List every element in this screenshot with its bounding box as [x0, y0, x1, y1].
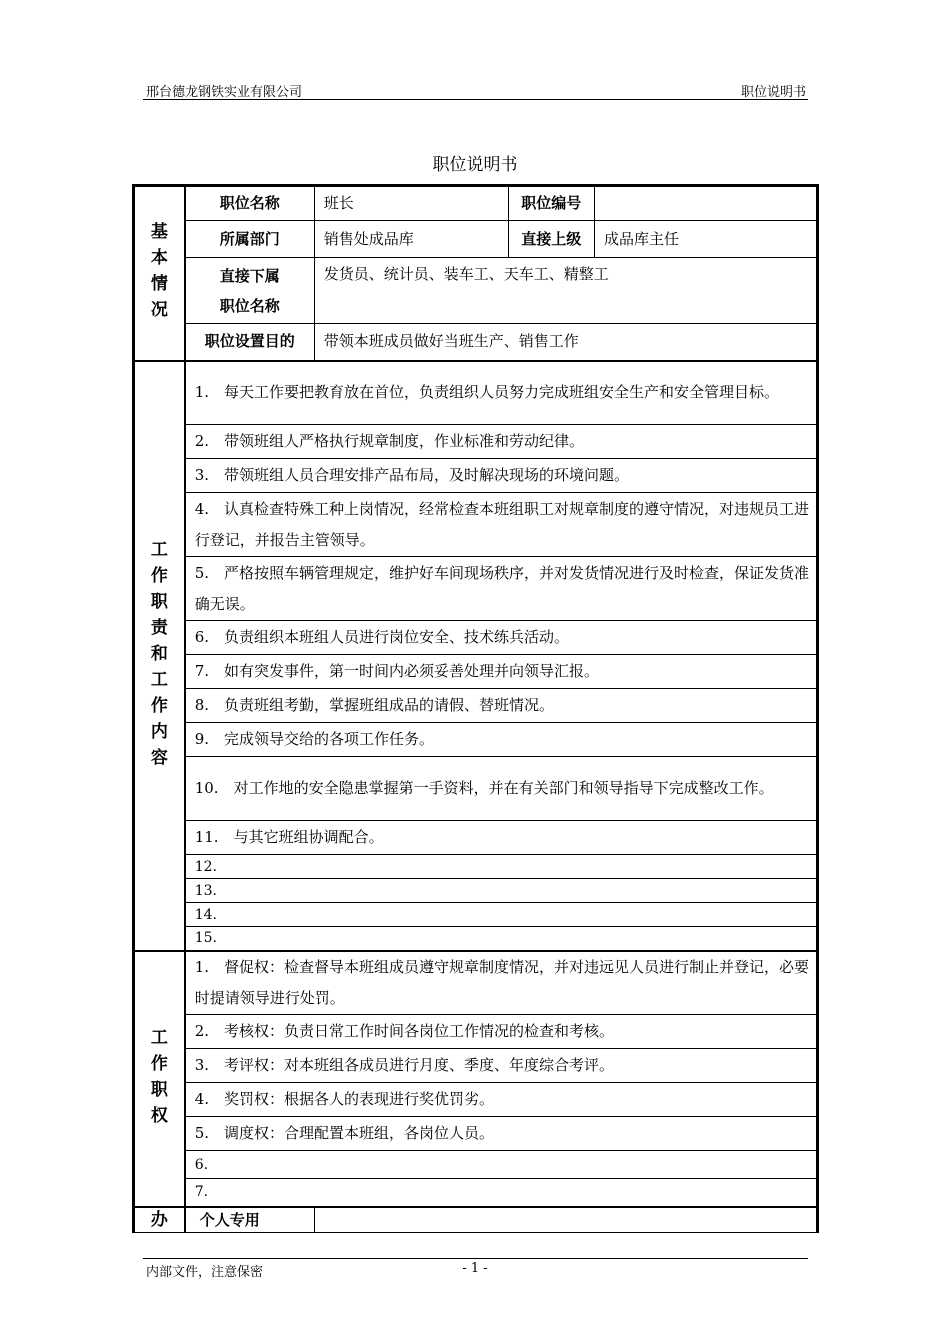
subordinates-label-line1: 直接下属	[219, 266, 280, 285]
footer-rule	[143, 1258, 808, 1259]
section-duties	[134, 361, 185, 951]
purpose-label: 职位设置目的	[185, 324, 315, 361]
authority-item: 6.	[185, 1151, 818, 1179]
duty-item: 2. 带领班组人严格执行规章制度，作业标准和劳动纪律。	[185, 425, 818, 459]
superior-label: 直接上级	[508, 221, 594, 258]
duty-item: 15.	[185, 927, 818, 951]
duty-item: 12.	[185, 855, 818, 879]
duty-item: 5. 严格按照车辆管理规定，维护好车间现场秩序，并对发货情况进行及时检查，保证发货准确无误。	[185, 557, 818, 621]
duty-item: 6. 负责组织本班组人员进行岗位安全、技术练兵活动。	[185, 621, 818, 655]
job-description-table	[132, 184, 819, 1233]
authority-item: 4. 奖罚权：根据各人的表现进行奖优罚劣。	[185, 1083, 818, 1117]
department-value: 销售处成品库	[314, 221, 508, 258]
footer-page-number: - 1 -	[462, 1261, 488, 1276]
section-authority-label: 工作职权	[150, 1027, 168, 1126]
authority-item: 2. 考核权：负责日常工作时间各岗位工作情况的检查和考核。	[185, 1015, 818, 1049]
position-name-value: 班长	[314, 186, 508, 221]
footer-note: 内部文件，注意保密	[146, 1265, 264, 1280]
section-authority	[134, 951, 185, 1207]
position-code-value	[595, 186, 818, 221]
section-duties-label: 工作职责和工作内容	[150, 539, 168, 768]
duty-item: 14.	[185, 903, 818, 927]
subordinates-value: 发货员、统计员、装车工、天车工、精整工	[314, 258, 817, 324]
duty-item: 10. 对工作地的安全隐患掌握第一手资料，并在有关部门和领导指导下完成整改工作。	[185, 757, 818, 821]
purpose-value: 带领本班成员做好当班生产、销售工作	[314, 324, 817, 361]
header-doc-type: 职位说明书	[740, 85, 806, 100]
position-name-label: 职位名称	[185, 186, 315, 221]
subordinates-label	[185, 258, 315, 324]
document-title: 职位说明书	[432, 155, 518, 175]
department-label: 所属部门	[185, 221, 315, 258]
section-basic	[134, 186, 185, 361]
header-rule	[143, 99, 808, 100]
duty-item: 11. 与其它班组协调配合。	[185, 821, 818, 855]
authority-item: 3. 考评权：对本班组各成员进行月度、季度、年度综合考评。	[185, 1049, 818, 1083]
personal-use-value	[314, 1207, 817, 1233]
position-code-label: 职位编号	[508, 186, 594, 221]
duty-item: 3. 带领班组人员合理安排产品布局，及时解决现场的环境问题。	[185, 459, 818, 493]
section-office-label: 办	[150, 1209, 168, 1230]
duty-item: 7. 如有突发事件，第一时间内必须妥善处理并向领导汇报。	[185, 655, 818, 689]
duty-item: 1. 每天工作要把教育放在首位，负责组织人员努力完成班组安全生产和安全管理目标。	[185, 361, 818, 425]
section-office	[134, 1207, 185, 1233]
authority-item: 5. 调度权：合理配置本班组，各岗位人员。	[185, 1117, 818, 1151]
header-company: 邢台德龙钢铁实业有限公司	[146, 85, 303, 100]
subordinates-label-line2: 职位名称	[219, 296, 280, 315]
duty-item: 13.	[185, 879, 818, 903]
authority-item: 1. 督促权：检查督导本班组成员遵守规章制度情况，并对违远见人员进行制止并登记，必要时提请领导进行处罚。	[185, 951, 818, 1015]
duty-item: 4. 认真检查特殊工种上岗情况，经常检查本班组职工对规章制度的遵守情况，对违规员工进行登记，并报告主管领导。	[185, 493, 818, 557]
duty-item: 8. 负责班组考勤，掌握班组成品的请假、替班情况。	[185, 689, 818, 723]
authority-item: 7.	[185, 1179, 818, 1207]
duty-item: 9. 完成领导交给的各项工作任务。	[185, 723, 818, 757]
section-basic-label: 基本情况	[150, 222, 168, 321]
personal-use-label: 个人专用	[185, 1207, 315, 1233]
superior-value: 成品库主任	[595, 221, 818, 258]
